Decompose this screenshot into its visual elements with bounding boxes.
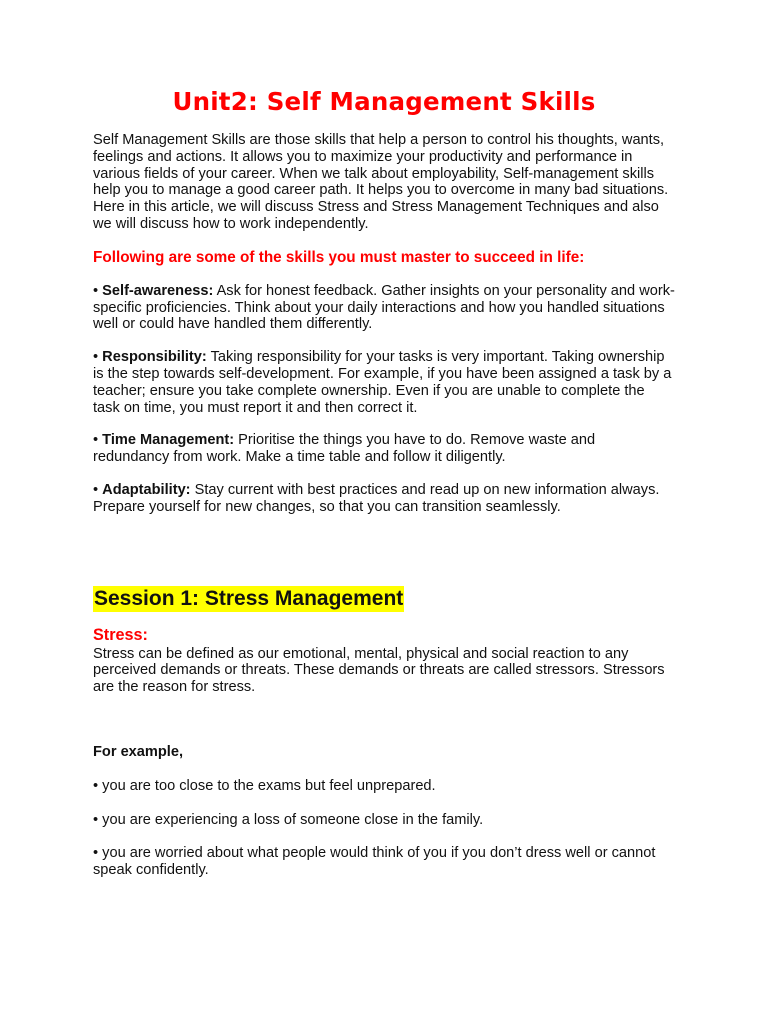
session-heading: Session 1: Stress Management [94, 586, 404, 610]
skill-text: Prioritise the things you have to do. Remove waste and redundancy from work. Make a time table and follow it diligently. [93, 432, 596, 466]
stress-label: Stress: [93, 625, 148, 644]
skill-term: Self-awareness: [102, 282, 214, 299]
bullet: • [93, 481, 99, 498]
examples-heading: For example, [93, 743, 184, 760]
skill-item-adaptability [93, 482, 675, 516]
bullet: • [93, 845, 99, 862]
skill-text: Stay current with best practices and read up on new information always. Prepare yourself for new changes, so that you can transition seamlessly. [93, 481, 660, 515]
example-item [93, 812, 675, 829]
bullet: • [93, 811, 99, 828]
skill-text: Taking responsibility for your tasks is very important. Taking ownership is the step towards self-development. For example, if you have been assigned a task by a teacher; ensure you take complete ownership. Even if you are unable to complete the task on time, you must report it and then correct it. [93, 349, 672, 416]
skill-term: Time Management: [102, 432, 235, 449]
example-item [93, 845, 675, 879]
bullet: • [93, 432, 99, 449]
bullet: • [93, 282, 99, 299]
bullet: • [93, 349, 99, 366]
skill-item-time-management [93, 432, 675, 466]
skill-term: Responsibility: [102, 349, 207, 366]
page-title: Unit2: Self Management Skills [172, 87, 596, 116]
example-text: you are experiencing a loss of someone close in the family. [102, 811, 484, 828]
skill-item-self-awareness [93, 283, 675, 333]
example-text: you are worried about what people would think of you if you don’t dress well or cannot speak confidently. [93, 845, 656, 879]
bullet: • [93, 777, 99, 794]
example-item [93, 778, 675, 795]
skill-term: Adaptability: [102, 481, 191, 498]
skill-text: Ask for honest feedback. Gather insights on your personality and work-specific proficiencies. Think about your daily interactions and how you handled situations well or could have handled them differently. [93, 282, 675, 333]
skill-item-responsibility [93, 349, 675, 416]
intro-paragraph: Self Management Skills are those skills that help a person to control his thoughts, wants, feelings and actions. It allows you to maximize your productivity and performance in various fields of your career. When we talk about employability, Self-management skills help you to manage a good career path. It helps you to overcome in many bad situations. Here in this article, we will discuss Stress and Stress Management Techniques and also we will discuss how to work independently. [93, 132, 669, 232]
skills-heading: Following are some of the skills you must master to succeed in life: [93, 248, 585, 266]
example-text: you are too close to the exams but feel unprepared. [102, 777, 436, 794]
stress-definition: Stress can be defined as our emotional, mental, physical and social reaction to any perceived demands or threats. These demands or threats are called stressors. Stressors are the reason for stress. [93, 645, 665, 696]
